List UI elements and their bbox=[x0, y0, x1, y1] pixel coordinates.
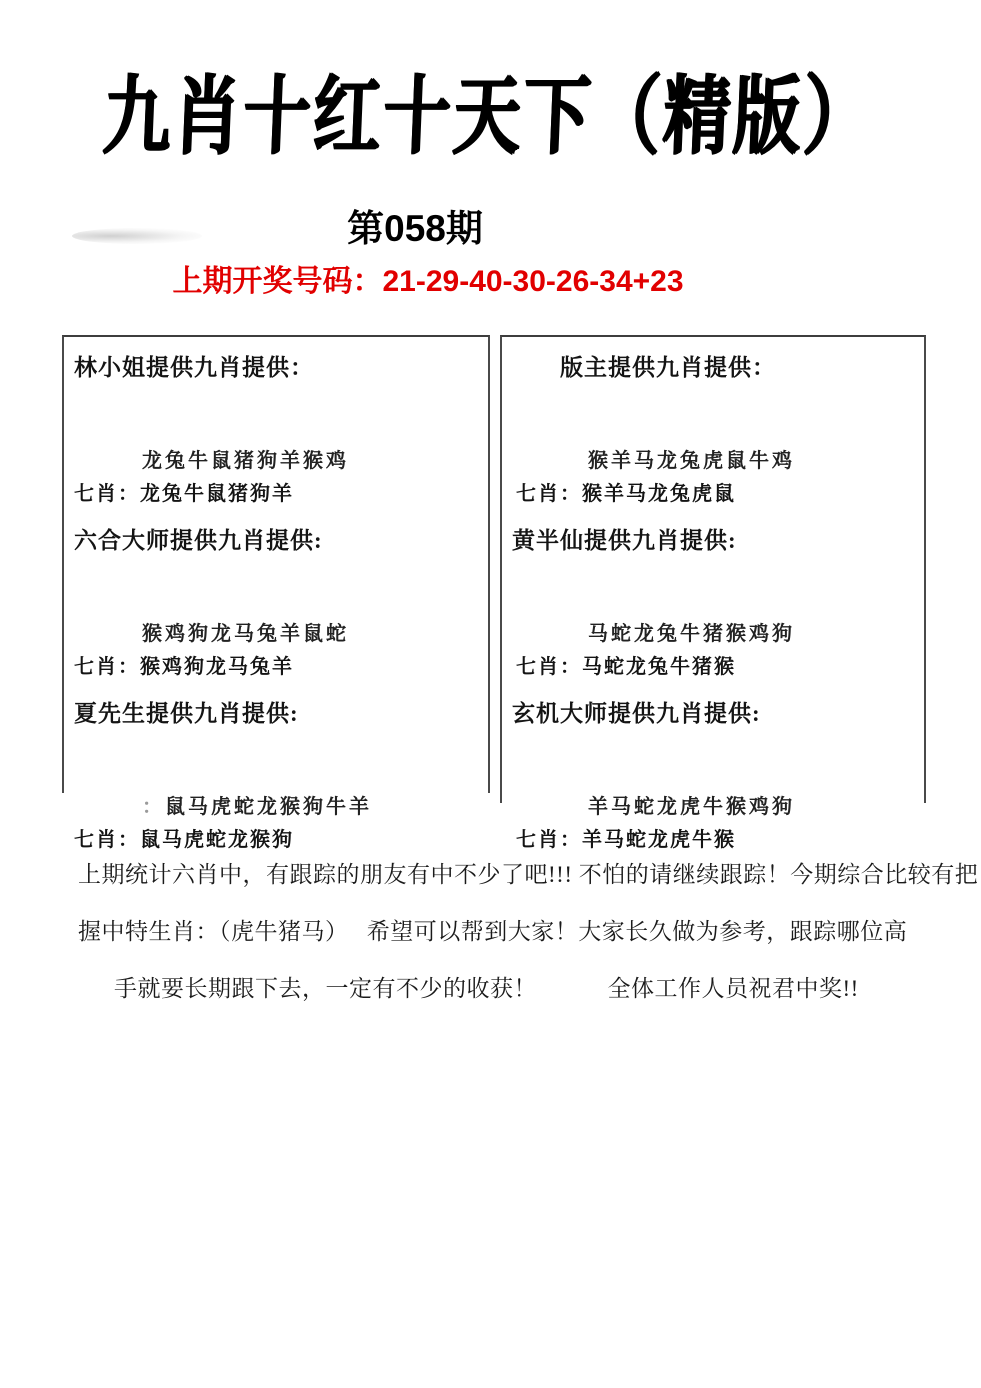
nine-zodiac-line bbox=[64, 790, 488, 819]
prediction-panel-left bbox=[62, 335, 490, 851]
prediction-section bbox=[502, 695, 924, 852]
nine-zodiac-line: 马蛇龙兔牛猪猴鸡狗 bbox=[588, 623, 795, 645]
provider-heading: 六合大师提供九肖提供: bbox=[74, 528, 323, 553]
provider-heading: 黄半仙提供九肖提供: bbox=[512, 528, 737, 553]
nine-zodiac-line: 猴羊马龙兔虎鼠牛鸡 bbox=[588, 450, 795, 472]
prediction-section bbox=[502, 349, 924, 506]
issue-number: 第058期 bbox=[347, 208, 483, 249]
prediction-section bbox=[502, 522, 924, 679]
nine-zodiac-line: 猴鸡狗龙马兔羊鼠蛇 bbox=[142, 623, 349, 645]
last-draw-label: 上期开奖号码： bbox=[172, 265, 383, 298]
nine-zodiac-text: 鼠马虎蛇龙猴狗牛羊 bbox=[165, 796, 372, 818]
prediction-section bbox=[64, 349, 488, 506]
nine-zodiac-line: 龙兔牛鼠猪狗羊猴鸡 bbox=[142, 450, 349, 472]
seven-zodiac-line: 七肖：鼠马虎蛇龙猴狗 bbox=[74, 829, 294, 851]
last-draw-result bbox=[0, 256, 856, 300]
commentary-line: 握中特生肖：（虎牛猪马） 希望可以帮到大家！大家长久做为参考，跟踪哪位高 bbox=[78, 919, 908, 944]
faint-colon-artifact: ： bbox=[142, 796, 165, 818]
provider-heading: 林小姐提供九肖提供： bbox=[74, 355, 314, 380]
seven-zodiac-line: 七肖：羊马蛇龙虎牛猴 bbox=[516, 829, 736, 851]
seven-zodiac-line: 七肖：龙兔牛鼠猪狗羊 bbox=[74, 483, 294, 505]
commentary-paragraph bbox=[78, 846, 979, 1017]
last-draw-numbers: 21-29-40-30-26-34+23 bbox=[382, 265, 684, 298]
provider-heading: 版主提供九肖提供： bbox=[560, 355, 776, 380]
nine-zodiac-line: 羊马蛇龙虎牛猴鸡狗 bbox=[588, 796, 795, 818]
seven-zodiac-line: 七肖：猴羊马龙兔虎鼠 bbox=[516, 483, 736, 505]
commentary-line: 手就要长期跟下去，一定有不少的收获！ 全体工作人员祝君中奖!! bbox=[114, 976, 859, 1001]
prediction-panel-right bbox=[500, 335, 926, 851]
provider-heading: 玄机大师提供九肖提供: bbox=[512, 701, 761, 726]
prediction-section bbox=[64, 695, 488, 852]
prediction-section bbox=[64, 522, 488, 679]
sheet-title: 九肖十红十天下（精版） bbox=[100, 69, 875, 165]
provider-heading: 夏先生提供九肖提供: bbox=[74, 701, 299, 726]
commentary-line: 上期统计六肖中，有跟踪的朋友有中不少了吧!!! 不怕的请继续跟踪！今期综合比较有把 bbox=[78, 862, 979, 887]
seven-zodiac-line: 七肖：猴鸡狗龙马兔羊 bbox=[74, 656, 294, 678]
seven-zodiac-line: 七肖：马蛇龙兔牛猪猴 bbox=[516, 656, 736, 678]
